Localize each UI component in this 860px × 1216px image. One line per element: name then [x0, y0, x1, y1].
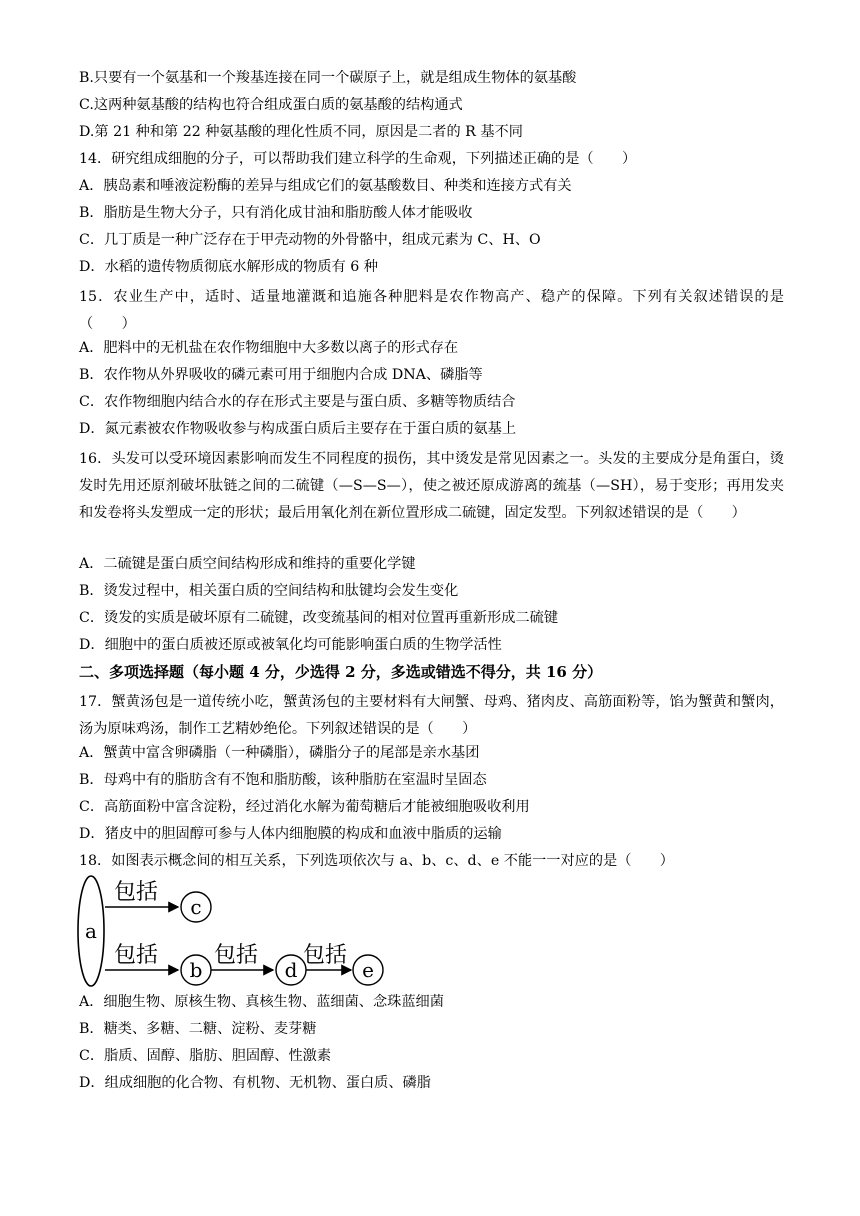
q16-stem: 16．头发可以受环境因素影响而发生不同程度的损伤，其中烫发是常见因素之一。头发的主要成分是角蛋白，烫发时先用还原剂破坏肽链之间的二硫键（—S—S—），使之被还原成游离的巯基（—SH），易于变形；再用发夹和发卷将头发塑成一定的形状；最后用氧化剂在新位置形成二硫键，固定发型。下列叙述错误的是（ ） — [79, 451, 784, 521]
section-heading-multiple-choice: 二、多项选择题（每小题 4 分，少选得 2 分，多选或错选不得分，共 16 分） — [79, 663, 603, 681]
arrow-label-a-b: 包括 — [114, 943, 159, 968]
q14-option-c: C．几丁质是一种广泛存在于甲壳动物的外骨骼中，组成元素为 C、H、O — [79, 232, 541, 248]
q17-option-c: C．高筋面粉中富含淀粉，经过消化水解为葡萄糖后才能被细胞吸收利用 — [79, 799, 530, 815]
node-c-label: c — [190, 895, 202, 919]
q18-option-d: D．组成细胞的化合物、有机物、无机物、蛋白质、磷脂 — [79, 1075, 431, 1091]
q15-stem: 15．农业生产中，适时、适量地灌溉和追施各种肥料是农作物高产、稳产的保障。下列有关叙述错误的是（ ） — [79, 289, 784, 332]
q17-stem: 17．蟹黄汤包是一道传统小吃，蟹黄汤包的主要材料有大闸蟹、母鸡、猪肉皮、高筋面粉等，馅为蟹黄和蟹肉，汤为原味鸡汤，制作工艺精妙绝伦。下列叙述错误的是（ ） — [79, 694, 784, 737]
q17-option-a: A．蟹黄中富含卵磷脂（一种磷脂），磷脂分子的尾部是亲水基团 — [79, 745, 480, 761]
q16-option-b: B．烫发过程中，相关蛋白质的空间结构和肽键均会发生变化 — [79, 583, 459, 599]
concept-diagram — [74, 872, 394, 990]
q18-option-b: B．糖类、多糖、二糖、淀粉、麦芽糖 — [79, 1021, 317, 1037]
arrow-label-a-c: 包括 — [114, 880, 159, 905]
node-d-label: d — [284, 958, 298, 982]
q16-option-c: C．烫发的实质是破坏原有二硫键，改变巯基间的相对位置再重新形成二硫键 — [79, 610, 559, 626]
arrow-label-b-d: 包括 — [214, 943, 259, 968]
q18-option-c: C．脂质、固醇、脂肪、胆固醇、性激素 — [79, 1048, 332, 1064]
q18-stem: 18．如图表示概念间的相互关系，下列选项依次与 a、b、c、d、e 不能一一对应的是（ ） — [79, 853, 674, 869]
q14-option-b: B．脂肪是生物大分子，只有消化成甘油和脂肪酸人体才能吸收 — [79, 205, 473, 221]
q14-stem: 14．研究组成细胞的分子，可以帮助我们建立科学的生命观，下列描述正确的是（ ） — [79, 151, 637, 167]
arrow-label-d-e: 包括 — [303, 943, 348, 968]
q18-option-a: A．细胞生物、原核生物、真核生物、蓝细菌、念珠蓝细菌 — [79, 994, 444, 1010]
q13-option-d: D.第 21 种和第 22 种氨基酸的理化性质不同，原因是二者的 R 基不同 — [79, 124, 523, 140]
q14-option-a: A．胰岛素和唾液淀粉酶的差异与组成它们的氨基酸数目、种类和连接方式有关 — [79, 178, 572, 194]
node-a-label: a — [85, 919, 97, 943]
q15-option-a: A．肥料中的无机盐在农作物细胞中大多数以离子的形式存在 — [79, 340, 459, 356]
q14-option-d: D．水稻的遗传物质彻底水解形成的物质有 6 种 — [79, 259, 378, 275]
node-b-label: b — [189, 958, 203, 982]
q17-option-d: D．猪皮中的胆固醇可参与人体内细胞膜的构成和血液中脂质的运输 — [79, 826, 502, 842]
q16-option-d: D．细胞中的蛋白质被还原或被氧化均可能影响蛋白质的生物学活性 — [79, 637, 502, 653]
node-e-label: e — [362, 958, 374, 982]
q15-option-c: C．农作物细胞内结合水的存在形式主要是与蛋白质、多糖等物质结合 — [79, 394, 516, 410]
q17-option-b: B．母鸡中有的脂肪含有不饱和脂肪酸，该种脂肪在室温时呈固态 — [79, 772, 487, 788]
q15-option-b: B．农作物从外界吸收的磷元素可用于细胞内合成 DNA、磷脂等 — [79, 367, 483, 383]
q16-option-a: A．二硫键是蛋白质空间结构形成和维持的重要化学键 — [79, 556, 416, 572]
q13-option-b: B.只要有一个氨基和一个羧基连接在同一个碳原子上，就是组成生物体的氨基酸 — [79, 70, 577, 86]
q13-option-c: C.这两种氨基酸的结构也符合组成蛋白质的氨基酸的结构通式 — [79, 97, 463, 113]
q15-option-d: D．氮元素被农作物吸收参与构成蛋白质后主要存在于蛋白质的氨基上 — [79, 421, 517, 437]
